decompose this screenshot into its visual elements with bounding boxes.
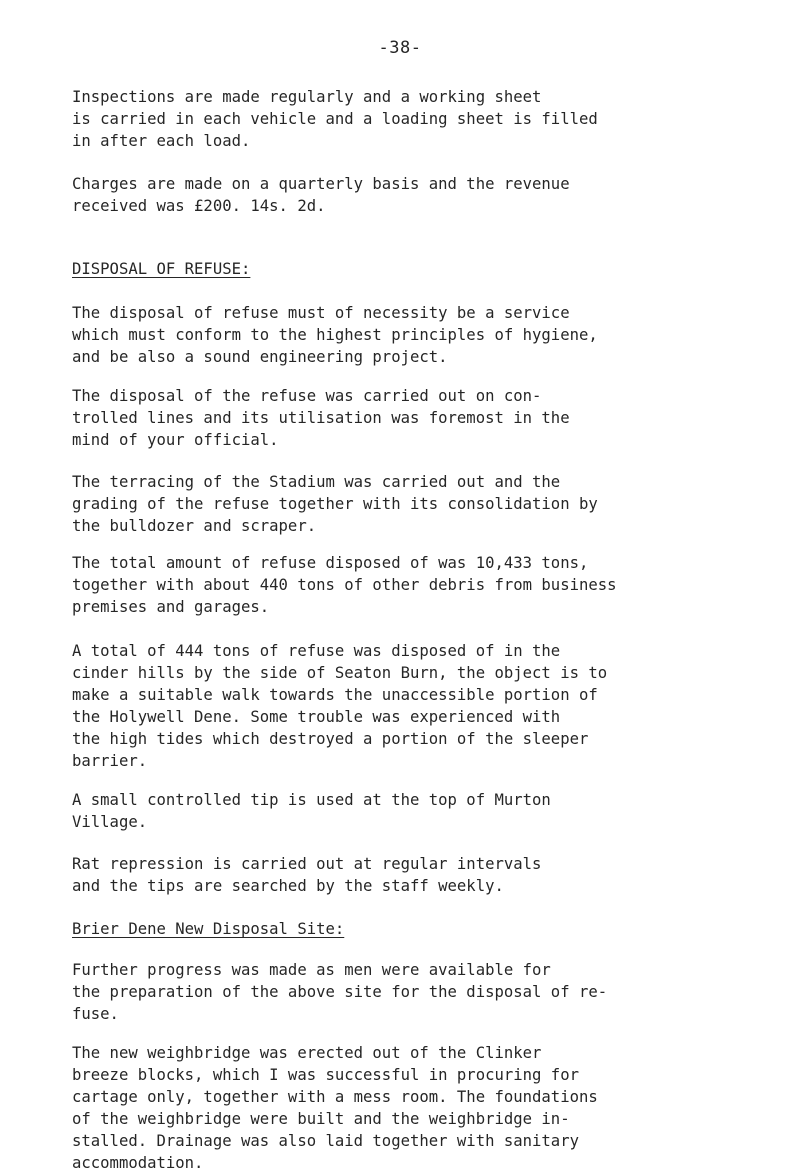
- heading-disposal-of-refuse: DISPOSAL OF REFUSE:: [72, 260, 251, 278]
- paragraph-weighbridge: The new weighbridge was erected out of the Clinker breeze blocks, which I was successful in procuring for cartage only, together with a mess room. The foundations of the weighbridge were built and the weighbridge in- stalled. Drainage was also laid together with sanitary accommodation.: [72, 1044, 598, 1172]
- heading-brier-dene-site: Brier Dene New Disposal Site:: [72, 920, 345, 938]
- paragraph-rat-repression: Rat repression is carried out at regular intervals and the tips are searched by the staff weekly.: [72, 855, 542, 895]
- page-number: -38-: [378, 38, 422, 58]
- paragraph-charges: Charges are made on a quarterly basis and the revenue received was £200. 14s. 2d.: [72, 175, 570, 215]
- paragraph-inspections: Inspections are made regularly and a working sheet is carried in each vehicle and a loading sheet is filled in after each load.: [72, 88, 598, 150]
- paragraph-murton-tip: A small controlled tip is used at the top of Murton Village.: [72, 791, 551, 831]
- paragraph-controlled-lines: The disposal of the refuse was carried out on con- trolled lines and its utilisation was foremost in the mind of your official.: [72, 387, 570, 449]
- paragraph-total-refuse: The total amount of refuse disposed of was 10,433 tons, together with about 440 tons of other debris from business premises and garages.: [72, 554, 617, 616]
- paragraph-cinder-hills: A total of 444 tons of refuse was disposed of in the cinder hills by the side of Seaton Burn, the object is to make a suitable walk towards the unaccessible portion of the Holywell Dene. Some trouble was experienced with the high tides which destroyed a portion of the sleeper barrier.: [72, 642, 608, 770]
- paragraph-stadium-terracing: The terracing of the Stadium was carried out and the grading of the refuse together with its consolidation by the bulldozer and scraper.: [72, 473, 598, 535]
- paragraph-disposal-hygiene: The disposal of refuse must of necessity be a service which must conform to the highest principles of hygiene, and be also a sound engineering project.: [72, 304, 598, 366]
- paragraph-further-progress: Further progress was made as men were available for the preparation of the above site for the disposal of re- fuse.: [72, 961, 608, 1023]
